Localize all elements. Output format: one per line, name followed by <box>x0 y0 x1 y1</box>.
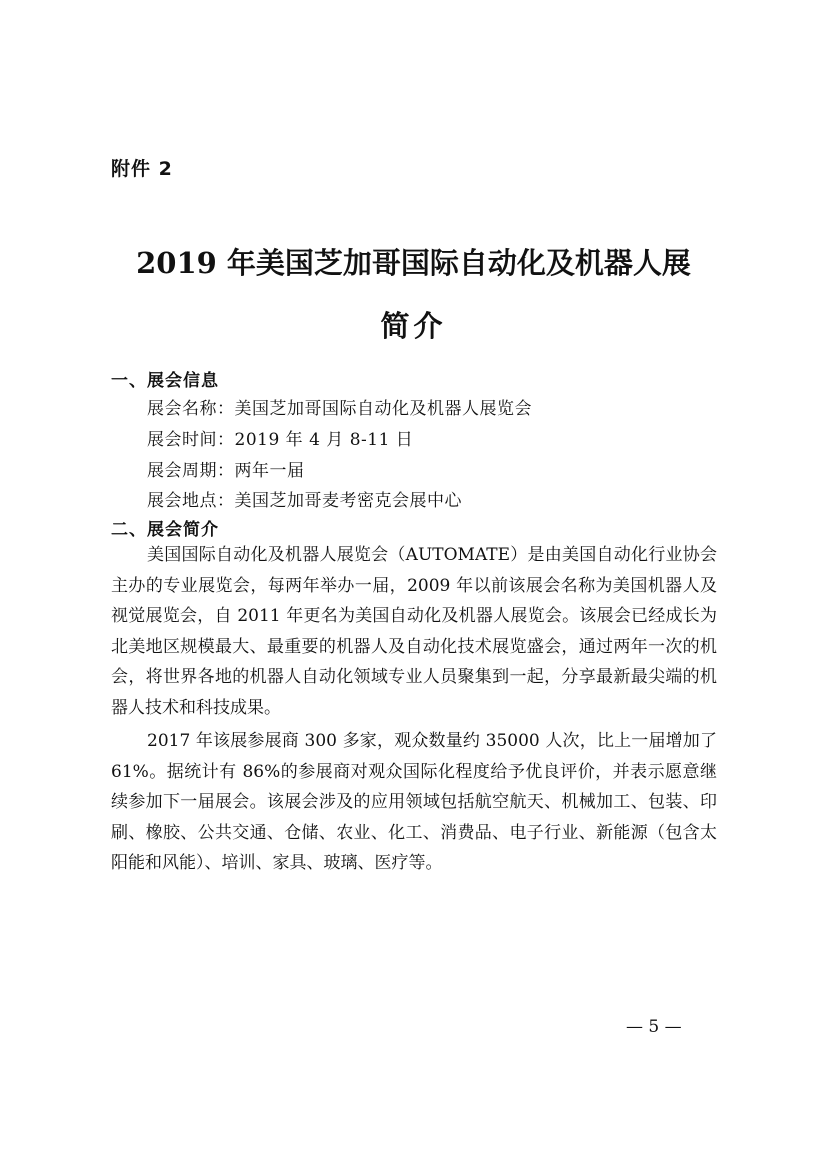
intro-paragraph-1: 美国国际自动化及机器人展览会（AUTOMATE）是由美国自动化行业协会主办的专业展览会，每两年举办一届，2009 年以前该展会名称为美国机器人及视觉展览会，自 2011 年更名为美国自动化及机器人展览会。该展会已经成长为北美地区规模最大、最重要的机器人及自动化技术展览盛会，通过两年一次的机会，将世界各地的机器人自动化领域专业人员聚集到一起，分享最新最尖端的机器人技术和科技成果。 <box>111 545 717 718</box>
intro-paragraph-2: 2017 年该展参展商 300 多家，观众数量约 35000 人次，比上一届增加了 61%。据统计有 86%的参展商对观众国际化程度给予优良评价，并表示愿意继续参加下一届展会。该展会涉及的应用领域包括航空航天、机械加工、包装、印刷、橡胶、公共交通、仓储、农业、化工、消费品、电子行业、新能源（包含太阳能和风能）、培训、家具、玻璃、医疗等。 <box>111 731 717 873</box>
info-exhibition-time: 展会时间：2019 年 4 月 8-11 日 <box>147 430 414 450</box>
attachment-label: 附件 2 <box>111 158 173 180</box>
document-title-line-1: 2019 年美国芝加哥国际自动化及机器人展 <box>136 246 691 280</box>
info-exhibition-cycle: 展会周期：两年一届 <box>147 461 305 481</box>
section-heading-exhibition-intro: 二、展会简介 <box>111 520 219 540</box>
info-exhibition-venue: 展会地点：美国芝加哥麦考密克会展中心 <box>147 491 462 511</box>
document-title-line-2: 简介 <box>380 309 447 343</box>
page-number: — 5 — <box>626 1017 682 1037</box>
section-heading-exhibition-info: 一、展会信息 <box>111 371 219 391</box>
info-exhibition-name: 展会名称：美国芝加哥国际自动化及机器人展览会 <box>147 399 532 419</box>
